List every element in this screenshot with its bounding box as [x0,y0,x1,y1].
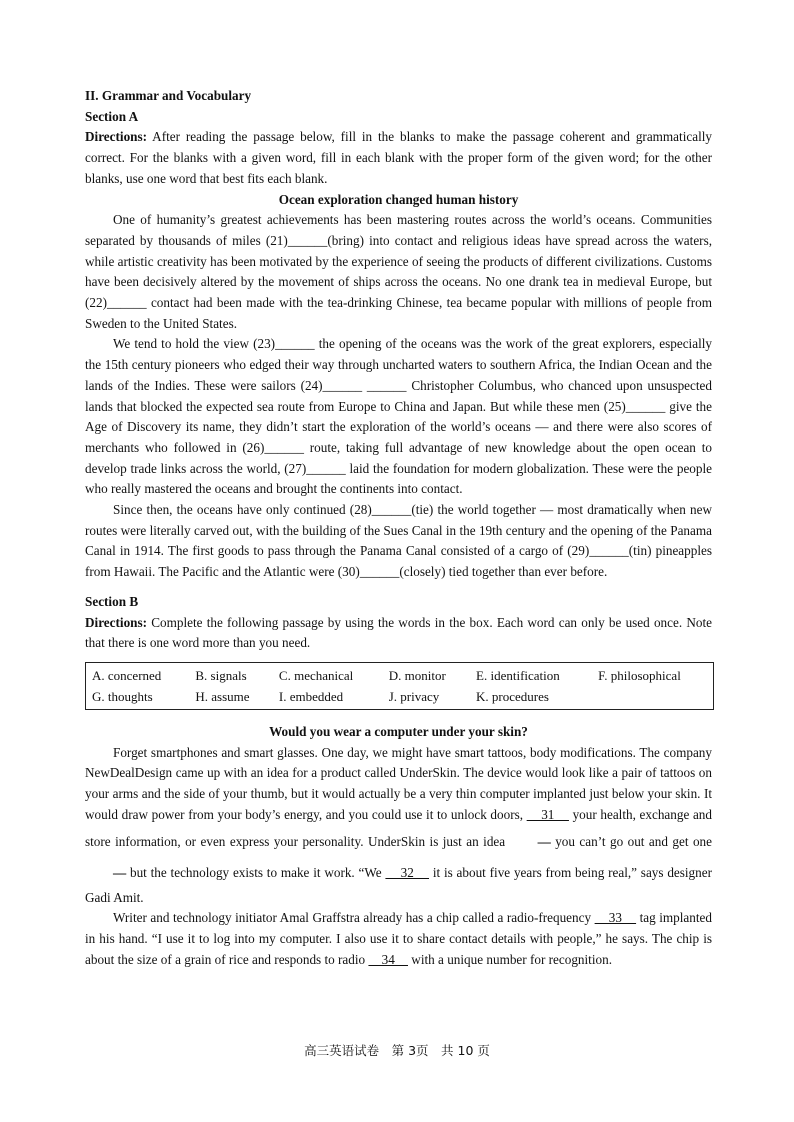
word-option: E. identification [476,667,560,683]
section-a-directions [85,127,712,189]
blank-31: 31 [526,806,569,822]
word-option: I. embedded [278,688,344,704]
word-option: F. philosophical [598,667,681,683]
passage-b-paragraph-1 [85,743,712,909]
text: Forget smartphones and smart glasses. One day, we might have smart tattoos, body modifications. The company NewDealDesign came up with an idea for a product called UnderSkin. The device would look like a pair of tattoos on your arms and the side of your thumb, but it would actually be a very thin computer implanted just below your skin. It would draw power from your body’s energy, and you could use it to unlock doors, [85,744,712,822]
section-b-heading: Section B [85,593,139,609]
passage-b-paragraph-2 [85,908,712,970]
text: Writer and technology initiator Amal Graffstra already has a chip called a radio-frequency [113,910,595,926]
text: with a unique number for recognition. [408,951,612,967]
passage-a-title: Ocean exploration changed human history [278,191,519,207]
section-b-directions [85,613,712,654]
directions-label: Directions: [85,129,148,145]
blank-34: 34 [368,951,408,967]
word-option: A. concerned [92,667,162,683]
word-box-row [86,662,714,686]
text: it is about five years from being real,” says designer Gadi Amit. [85,864,712,905]
section-a-heading: Section A [85,108,139,124]
exam-page [85,86,712,970]
word-option: B. signals [195,667,247,683]
directions-text: After reading the passage below, fill in the blanks to make the passage coherent and grammatically correct. For the blanks with a given word, fill in each blank with the proper form of the given word; for the other blanks, use one word that best fits each blank. [85,129,712,186]
text: tag implanted in his hand. “I use it to log into my computer. I also use it to share contact details with people,” he says. The chip is about the size of a grain of rice and responds to radio [85,910,712,967]
blank-33: 33 [594,910,637,926]
word-option: G. thoughts [92,688,153,704]
text: your health, exchange and store information, or even express your personality. UnderSkin is just an idea [85,806,712,849]
text: you can’t go out and get one [550,833,712,849]
passage-a-paragraph-3: Since then, the oceans have only continued (28)______(tie) the world together — most dramatically when new routes were literally carved out, with the building of the Sues Canal in the 19th century and the opening of the Panama Canal in 1914. The first goods to pass through the Panama Canal consisted of a cargo of (29)______(tin) pineapples from Hawaii. The Pacific and the Atlantic were (30)______(closely) tied together than ever before. [85,502,712,580]
passage-b-title: Would you wear a computer under your skin? [269,723,528,739]
word-box-row [86,686,714,710]
blank-32: 32 [385,864,430,880]
word-option [592,686,713,710]
page-footer: 高三英语试卷 第 3页 共 10 页 [304,1043,490,1058]
dash: — [113,864,127,880]
passage-a-paragraph-1: One of humanity’s greatest achievements has been mastering routes across the world’s oceans. Communities separated by thousands of miles (21)______(bring) into contact and religious ideas have spread across the waters, while artistic creativity has been motivated by the experience of seeing the products of different civilizations. Customs have been decisively altered by the movement of ships across the oceans. No one drank tea in medieval Europe, but (22)______ contact had been made with the tea-drinking Chinese, tea became popular with millions of people from Sweden to the United States. [85,212,712,331]
word-option: K. procedures [476,688,549,704]
word-option: C. mechanical [278,667,354,683]
word-option: J. privacy [388,688,440,704]
part-heading: II. Grammar and Vocabulary [85,88,252,103]
directions-text: Complete the following passage by using the words in the box. Each word can only be used once. Note that there is one word more than you need. [85,614,712,651]
dash: — [537,833,551,849]
word-box [85,662,714,710]
word-option: H. assume [195,688,250,704]
text: but the technology exists to make it work. “We [126,864,386,880]
word-option: D. monitor [388,667,446,683]
passage-a-paragraph-2: We tend to hold the view (23)______ the opening of the oceans was the work of the great explorers, especially the 15th century pioneers who edged their way through uncharted waters to southern Africa, the Indian Ocean and the lands of the Indies. These were sailors (24)______ ______ Christopher Columbus, who chanced upon unsuspected lands that blocked the expected sea route from Europe to China and Japan. But while these men (25)______ give the Age of Discovery its name, they didn’t start the exploration of the world’s oceans — and there were also scores of merchants who followed in (26)______ route, taking full advantage of new knowledge about the open ocean to develop trade links across the world, (27)______ laid the foundation for modern globalization. These were the people who really mastered the oceans and brought the continents into contact. [85,336,712,497]
directions-label: Directions: [85,614,148,630]
